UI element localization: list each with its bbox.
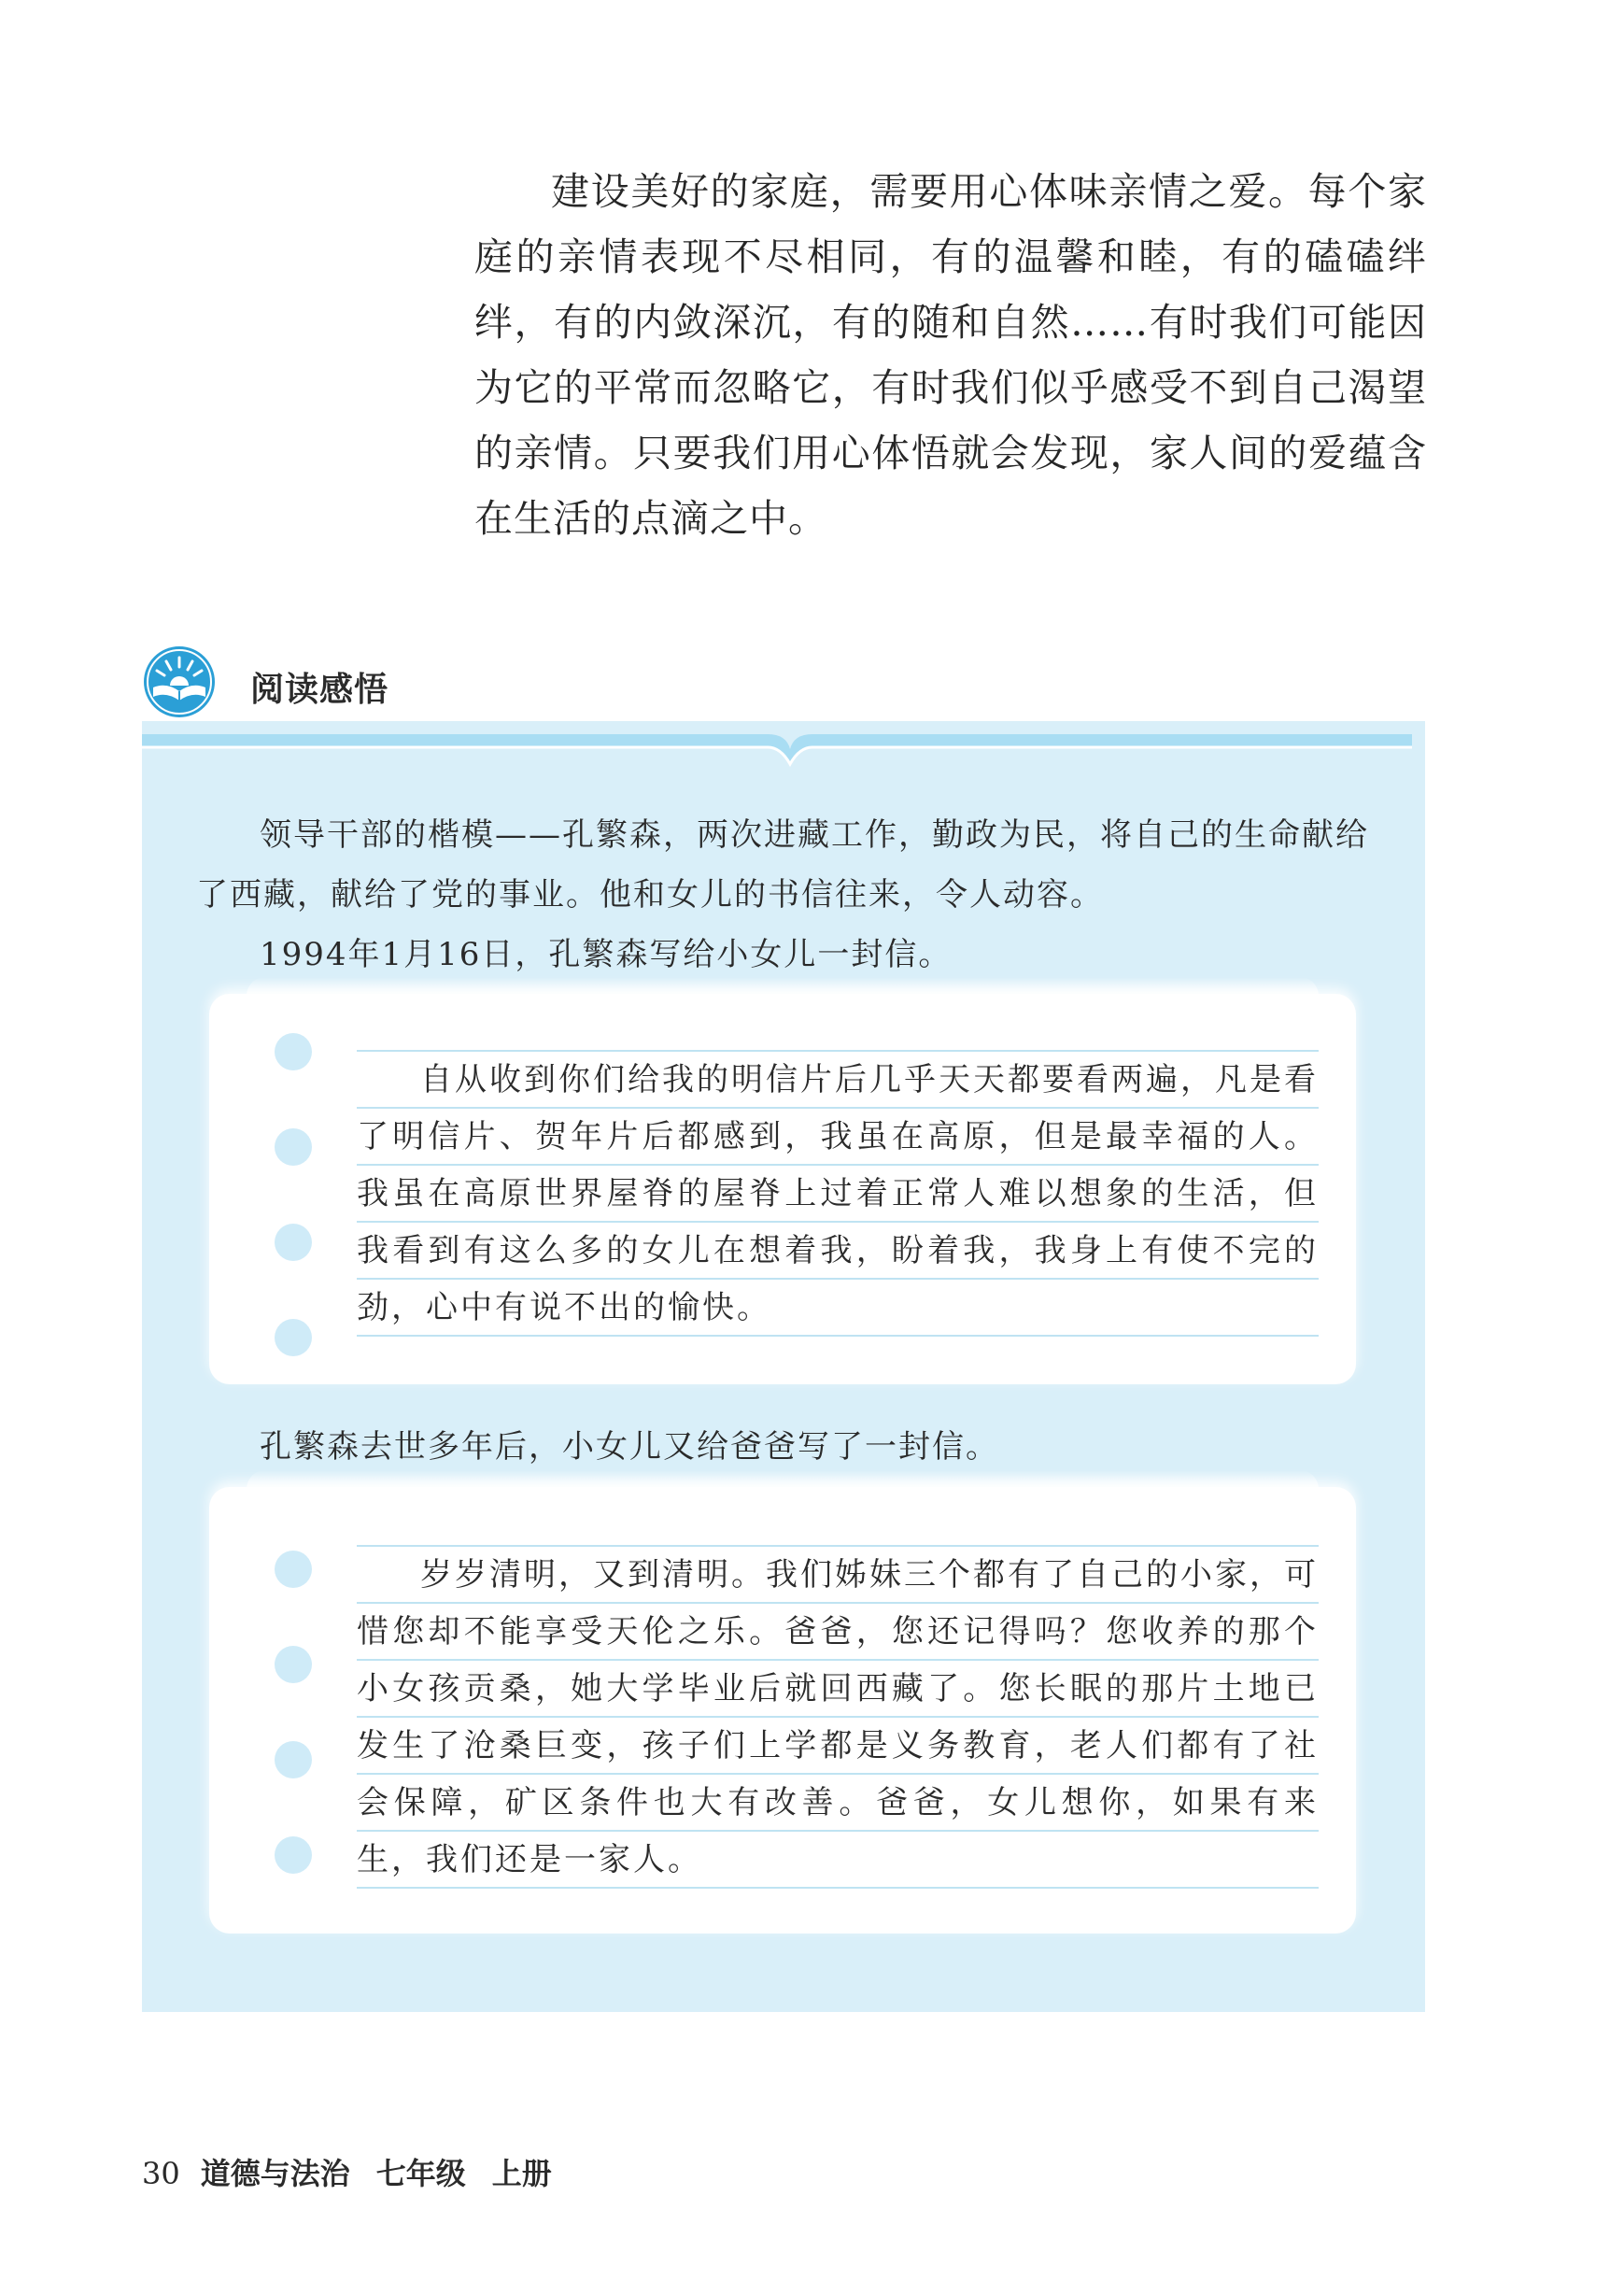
- page-number: 30: [142, 2156, 180, 2191]
- card-ring-dot: [275, 1741, 312, 1778]
- card-ring-dot: [275, 1224, 312, 1261]
- letter2-body: 岁岁清明，又到清明。我们姊妹三个都有了自己的小家，可惜您却不能享受天伦之乐。爸爸，您还记得吗？您收养的那个小女孩贡桑，她大学毕业后就回西藏了。您长眠的那片土地已发生了沧桑巨变，孩子们上学都是义务教育，老人们都有了社会保障，矿区条件也大有改善。爸爸，女儿想你，如果有来生，我们还是一家人。: [357, 1545, 1319, 1889]
- letter2-intro: 孔繁森去世多年后，小女儿又给爸爸写了一封信。: [260, 1428, 999, 1466]
- card-ring-dot: [275, 1551, 312, 1588]
- card-ring-dot: [275, 1836, 312, 1874]
- letter-card-2: [209, 1487, 1356, 1934]
- letter1-body: 自从收到你们给我的明信片后几乎天天都要看两遍，凡是看了明信片、贺年片后都感到，我虽在高原，但是最幸福的人。我虽在高原世界屋脊的屋脊上过着正常人难以想象的生活，但我看到有这么多的女儿在想着我，盼着我，我身上有使不完的劲，心中有说不出的愉快。: [357, 1050, 1319, 1337]
- panel-top-tab-bar: [142, 721, 1425, 777]
- book-title: 道德与法治: [200, 2156, 350, 2191]
- card-ring-dot: [275, 1646, 312, 1683]
- letter1-intro: 1994年1月16日，孔繁森写给小女儿一封信。: [260, 936, 953, 973]
- grade-label: 七年级: [375, 2156, 466, 2191]
- card-ring-dot: [275, 1033, 312, 1070]
- letter-card-1: [209, 994, 1356, 1384]
- intro-paragraph-block: [474, 159, 1427, 551]
- reading-intro-text: 领导干部的楷模——孔繁森，两次进藏工作，勤政为民，将自己的生命献给了西藏，献给了党的事业。他和女儿的书信往来，令人动容。: [196, 816, 1369, 914]
- card-ring-dot: [275, 1128, 312, 1166]
- volume-label: 上册: [491, 2156, 552, 2191]
- intro-paragraph: 建设美好的家庭，需要用心体味亲情之爱。每个家庭的亲情表现不尽相同，有的温馨和睦，有的磕磕绊绊，有的内敛深沉，有的随和自然……有时我们可能因为它的平常而忽略它，有时我们似乎感受不到自己渴望的亲情。只要我们用心体悟就会发现，家人间的爱蕴含在生活的点滴之中。: [474, 169, 1427, 541]
- reading-panel: [142, 721, 1425, 2012]
- card-glow: [247, 1470, 1319, 1491]
- card-ring-dot: [275, 1319, 312, 1356]
- section-title: 阅读感悟: [250, 671, 389, 709]
- open-book-sunrise-icon: [142, 645, 217, 719]
- card-glow: [247, 977, 1319, 998]
- page-footer: [142, 2150, 578, 2193]
